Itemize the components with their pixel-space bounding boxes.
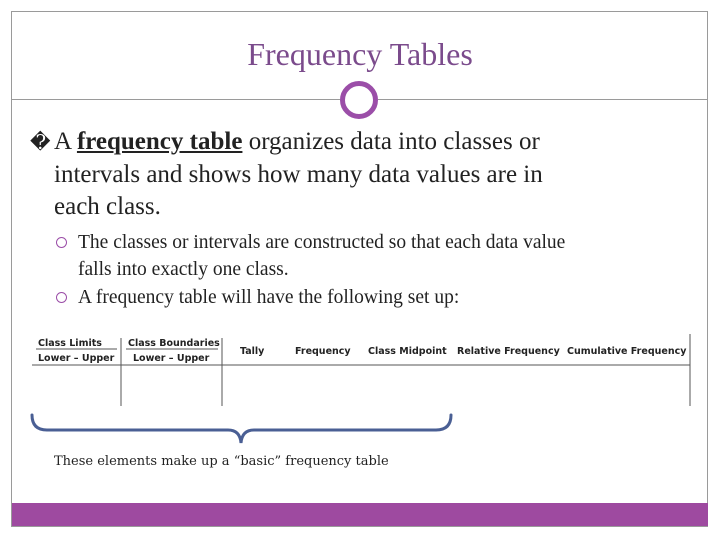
main-bullet-line-3: each class.: [54, 193, 161, 220]
sub-bullet-line: A frequency table will have the following set up:: [78, 287, 460, 308]
header-boundaries-subheader: Lower – Upper: [133, 353, 210, 364]
header-class-boundaries: Class Boundaries: [128, 338, 220, 349]
header-relative-frequency: Relative Frequency: [457, 346, 560, 357]
header-class-midpoint: Class Midpoint: [368, 346, 447, 357]
table-header-row: [38, 338, 687, 364]
sub-bullet-line: The classes or intervals are constructed so that each data value: [78, 232, 566, 253]
intro-prefix: A: [54, 128, 77, 155]
slide-title: Frequency Tables: [247, 36, 473, 72]
bullet-glyph: �: [30, 132, 51, 154]
footer-accent-bar: [12, 503, 708, 526]
sub-bullet-line: falls into exactly one class.: [78, 259, 289, 280]
header-tally: Tally: [240, 346, 265, 357]
table-caption: These elements make up a “basic” frequency table: [54, 454, 389, 469]
main-bullet-line-2: intervals and shows how many data values are in: [54, 161, 543, 188]
intro-line1-rest: organizes data into classes or: [242, 128, 540, 155]
header-class-limits: Class Limits: [38, 338, 102, 349]
header-cumulative-frequency: Cumulative Frequency: [567, 346, 687, 357]
curly-brace-icon: [32, 415, 451, 443]
header-frequency: Frequency: [295, 346, 351, 357]
header-limits-subheader: Lower – Upper: [38, 353, 115, 364]
term-frequency-table: frequency table: [76, 128, 243, 155]
